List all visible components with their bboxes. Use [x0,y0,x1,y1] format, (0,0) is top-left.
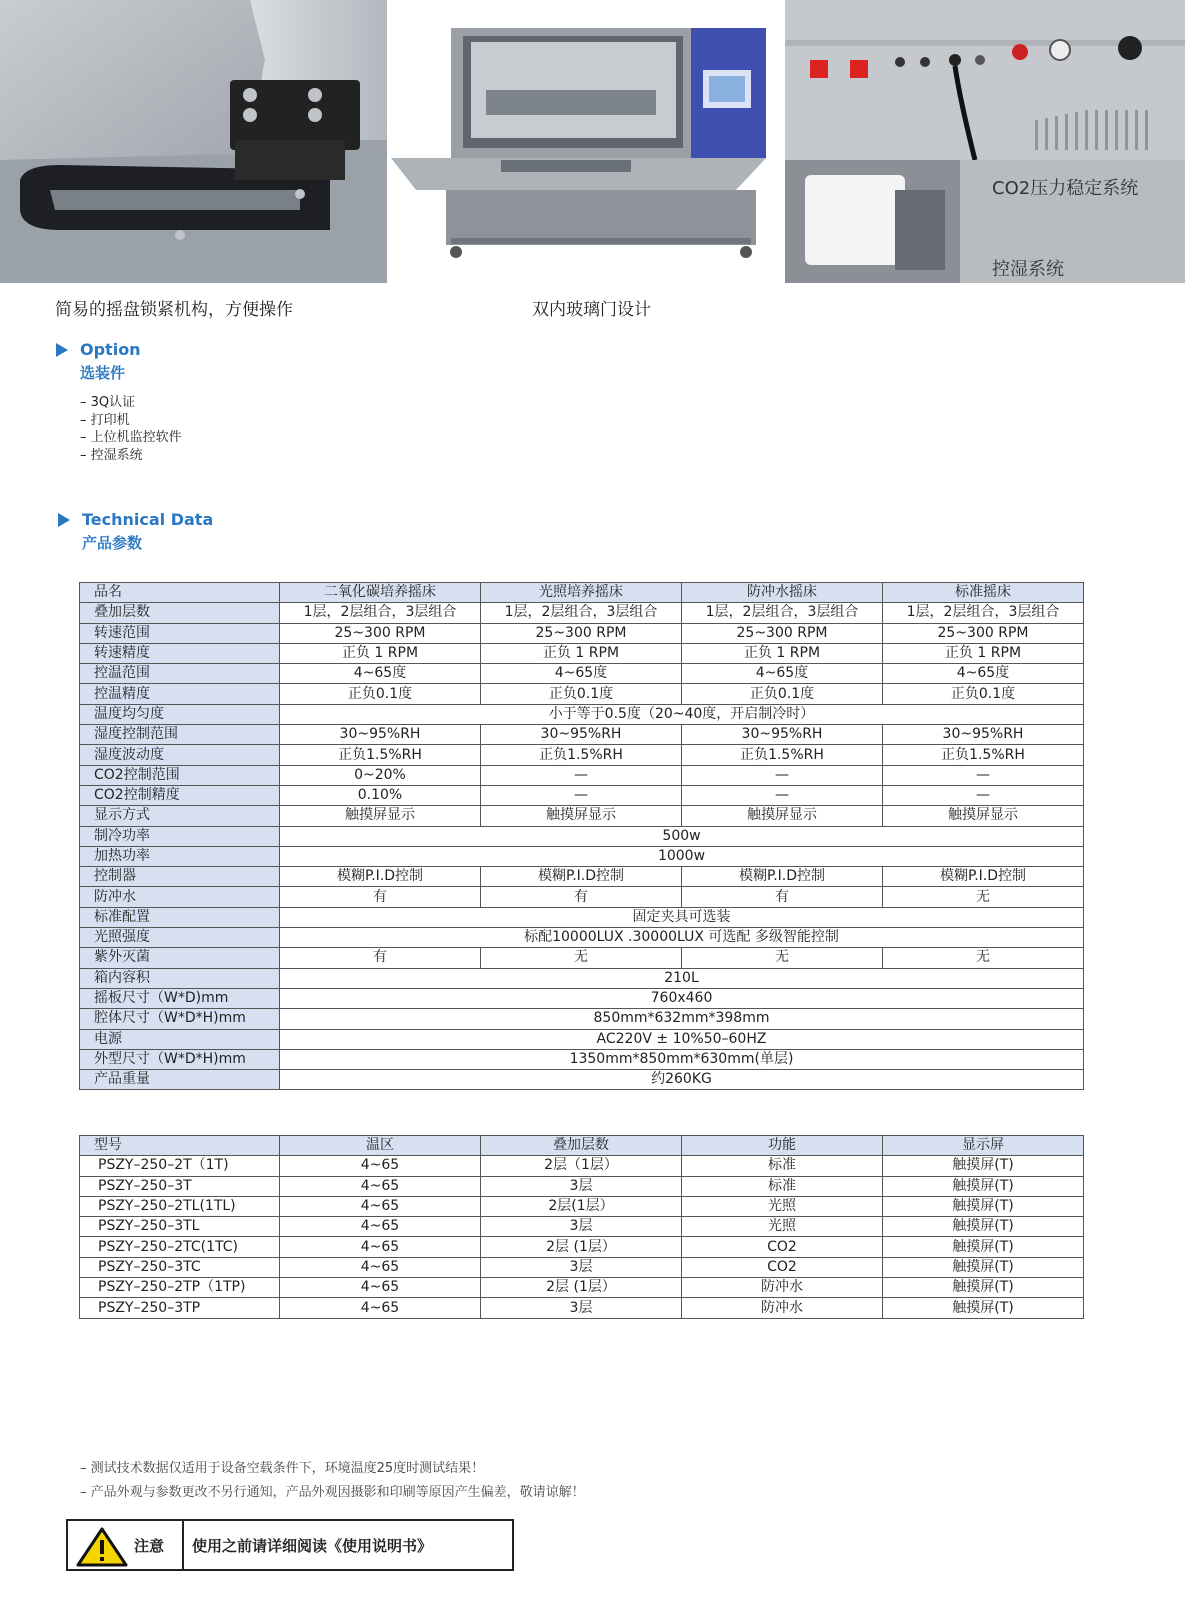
co2-pressure-label: CO2压力稳定系统 [992,178,1139,199]
caption-glass-door: 双内玻璃门设计 [532,300,651,320]
spec-table [79,582,1084,1090]
spec-row-label: 产品重量 [80,1070,280,1090]
spec-cell: 25~300 RPM [883,623,1084,643]
spec-row-label: 温度均匀度 [80,704,280,724]
spec-cell: 30~95%RH [883,725,1084,745]
spec-row-label: 转速范围 [80,623,280,643]
spec-cell: 4~65度 [481,664,682,684]
caption-lock-mechanism: 简易的摇盘锁紧机构，方便操作 [55,300,293,320]
spec-cell: 0~20% [280,765,481,785]
spec-cell: 模糊P.I.D控制 [883,867,1084,887]
spec-header-label: 品名 [80,583,280,603]
spec-cell: — [682,785,883,805]
spec-row-label: 转速精度 [80,643,280,663]
spec-row-label: 紫外灭菌 [80,948,280,968]
spec-row [80,907,1084,927]
spec-cell-merged: AC220V ± 10%50–60HZ [280,1029,1084,1049]
model-name-cell: PSZY–250–2TL(1TL) [80,1196,280,1216]
spec-row [80,643,1084,663]
model-cell: 3层 [481,1298,682,1318]
model-name-cell: PSZY–250–2T（1T) [80,1156,280,1176]
spec-cell-merged: 850mm*632mm*398mm [280,1009,1084,1029]
spec-row-label: CO2控制精度 [80,785,280,805]
spec-row [80,1029,1084,1049]
photo-shaker-glass-door [391,0,781,283]
spec-cell: 无 [883,948,1084,968]
model-cell: 4~65 [280,1196,481,1216]
spec-cell: 正负 1 RPM [481,643,682,663]
model-cell: 光照 [682,1217,883,1237]
model-header-cell: 显示屏 [883,1136,1084,1156]
spec-header-cell: 防冲水摇床 [682,583,883,603]
model-cell: 3层 [481,1257,682,1277]
spec-row-label: 控制器 [80,867,280,887]
spec-cell: — [682,765,883,785]
spec-cell: 有 [280,948,481,968]
note-appearance-change: – 产品外观与参数更改不另行通知，产品外观因摄影和印刷等原因产生偏差，敬请谅解！ [80,1485,585,1500]
model-cell: 触摸屏(T) [883,1217,1084,1237]
model-name-cell: PSZY–250–3TL [80,1217,280,1237]
spec-row [80,1070,1084,1090]
spec-cell: 30~95%RH [280,725,481,745]
spec-row [80,664,1084,684]
model-cell: 2层 (1层） [481,1278,682,1298]
spec-cell: 有 [682,887,883,907]
model-name-cell: PSZY–250–3TP [80,1298,280,1318]
technical-heading [58,510,278,554]
spec-cell: 正负 1 RPM [280,643,481,663]
warning-label: 注意 [134,1537,165,1555]
spec-cell: 模糊P.I.D控制 [682,867,883,887]
option-item: – 3Q认证 [80,395,136,410]
spec-row-label: 防冲水 [80,887,280,907]
technical-title-zh: 产品参数 [82,534,143,552]
spec-row-label: 湿度控制范围 [80,725,280,745]
model-name-cell: PSZY–250–3T [80,1176,280,1196]
spec-cell: 4~65度 [280,664,481,684]
spec-cell: 正负0.1度 [682,684,883,704]
spec-row [80,725,1084,745]
spec-cell: 触摸屏显示 [481,806,682,826]
spec-row [80,988,1084,1008]
model-cell: 触摸屏(T) [883,1278,1084,1298]
model-cell: 触摸屏(T) [883,1298,1084,1318]
spec-cell: 正负1.5%RH [280,745,481,765]
spec-cell: 25~300 RPM [481,623,682,643]
spec-cell-merged: 1350mm*850mm*630mm(单层) [280,1049,1084,1069]
spec-row-label: 箱内容积 [80,968,280,988]
spec-cell: 无 [481,948,682,968]
spec-cell-merged: 约260KG [280,1070,1084,1090]
triangle-bullet-icon [56,343,68,357]
spec-row-label: 腔体尺寸（W*D*H)mm [80,1009,280,1029]
triangle-bullet-icon [58,513,70,527]
spec-row [80,603,1084,623]
model-cell: 触摸屏(T) [883,1156,1084,1176]
spec-row-label: 制冷功率 [80,826,280,846]
spec-cell: 正负0.1度 [280,684,481,704]
spec-row [80,968,1084,988]
model-cell: 触摸屏(T) [883,1176,1084,1196]
model-cell: 4~65 [280,1237,481,1257]
spec-cell: 正负1.5%RH [883,745,1084,765]
model-row [80,1196,1084,1216]
spec-cell-merged: 标配10000LUX .30000LUX 可选配 多级智能控制 [280,928,1084,948]
spec-cell: — [883,765,1084,785]
spec-cell-merged: 760x460 [280,988,1084,1008]
model-header-row [80,1136,1084,1156]
spec-row [80,785,1084,805]
spec-cell: 模糊P.I.D控制 [481,867,682,887]
spec-cell: — [481,765,682,785]
model-cell: 4~65 [280,1156,481,1176]
spec-row-label: 光照强度 [80,928,280,948]
spec-cell-merged: 小于等于0.5度（20~40度，开启制冷时） [280,704,1084,724]
model-row [80,1278,1084,1298]
model-cell: 4~65 [280,1278,481,1298]
spec-row [80,826,1084,846]
spec-cell: 模糊P.I.D控制 [280,867,481,887]
spec-row-label: 外型尺寸（W*D*H)mm [80,1049,280,1069]
spec-cell: 1层，2层组合，3层组合 [481,603,682,623]
spec-row [80,867,1084,887]
model-name-cell: PSZY–250–2TP（1TP) [80,1278,280,1298]
model-cell: 4~65 [280,1257,481,1277]
model-cell: CO2 [682,1237,883,1257]
option-item: – 上位机监控软件 [80,430,182,445]
note-test-conditions: – 测试技术数据仅适用于设备空载条件下，环境温度25度时测试结果！ [80,1461,485,1476]
spec-cell: 无 [883,887,1084,907]
technical-title-en: Technical Data [82,510,214,529]
spec-cell: 25~300 RPM [682,623,883,643]
model-cell: 触摸屏(T) [883,1257,1084,1277]
model-cell: 触摸屏(T) [883,1237,1084,1257]
model-cell: 4~65 [280,1217,481,1237]
spec-row [80,745,1084,765]
warning-divider [182,1521,184,1569]
model-cell: 3层 [481,1176,682,1196]
spec-cell-merged: 固定夹具可选装 [280,907,1084,927]
option-title-zh: 选装件 [80,364,126,382]
model-row [80,1217,1084,1237]
spec-cell-merged: 1000w [280,846,1084,866]
spec-row [80,1049,1084,1069]
spec-row [80,1009,1084,1029]
spec-cell: 正负1.5%RH [481,745,682,765]
model-header-cell: 叠加层数 [481,1136,682,1156]
spec-cell: 触摸屏显示 [280,806,481,826]
model-row [80,1176,1084,1196]
spec-cell: 正负 1 RPM [883,643,1084,663]
model-cell: 2层(1层） [481,1196,682,1216]
model-table [79,1135,1084,1319]
spec-cell: 触摸屏显示 [682,806,883,826]
spec-cell: 正负 1 RPM [682,643,883,663]
model-cell: 光照 [682,1196,883,1216]
spec-row [80,704,1084,724]
spec-cell: 0.10% [280,785,481,805]
spec-row-label: CO2控制范围 [80,765,280,785]
model-row [80,1156,1084,1176]
spec-cell-merged: 500w [280,826,1084,846]
model-cell: 触摸屏(T) [883,1196,1084,1216]
spec-row-label: 标准配置 [80,907,280,927]
model-cell: 标准 [682,1156,883,1176]
spec-cell: 4~65度 [682,664,883,684]
spec-row-label: 显示方式 [80,806,280,826]
model-cell: 3层 [481,1217,682,1237]
model-cell: 标准 [682,1176,883,1196]
spec-row-label: 摇板尺寸（W*D)mm [80,988,280,1008]
spec-cell: 30~95%RH [481,725,682,745]
model-row [80,1298,1084,1318]
spec-row [80,623,1084,643]
model-cell: 防冲水 [682,1298,883,1318]
spec-cell: 正负0.1度 [481,684,682,704]
model-cell: 2层（1层） [481,1156,682,1176]
model-header-cell: 型号 [80,1136,280,1156]
spec-row [80,684,1084,704]
spec-cell: 无 [682,948,883,968]
spec-row-label: 控温范围 [80,664,280,684]
model-row [80,1237,1084,1257]
spec-row [80,887,1084,907]
spec-cell: 4~65度 [883,664,1084,684]
option-list [80,394,182,464]
model-header-cell: 功能 [682,1136,883,1156]
spec-cell: 25~300 RPM [280,623,481,643]
spec-header-row [80,583,1084,603]
spec-cell: 1层，2层组合，3层组合 [682,603,883,623]
spec-cell: 正负1.5%RH [682,745,883,765]
spec-header-cell: 标准摇床 [883,583,1084,603]
spec-row-label: 加热功率 [80,846,280,866]
spec-row [80,765,1084,785]
spec-row-label: 湿度波动度 [80,745,280,765]
spec-cell: 1层，2层组合，3层组合 [280,603,481,623]
model-cell: CO2 [682,1257,883,1277]
model-cell: 4~65 [280,1298,481,1318]
spec-cell: 30~95%RH [682,725,883,745]
spec-cell: — [481,785,682,805]
spec-cell: — [883,785,1084,805]
option-title-en: Option [80,340,141,359]
option-heading [56,340,256,384]
spec-cell: 有 [481,887,682,907]
photo-co2-humidity-system [785,0,1185,283]
spec-row [80,948,1084,968]
spec-cell: 有 [280,887,481,907]
option-item: – 控湿系统 [80,447,143,463]
humidity-control-label: 控湿系统 [992,259,1064,280]
spec-row [80,806,1084,826]
spec-row-label: 控温精度 [80,684,280,704]
model-name-cell: PSZY–250–3TC [80,1257,280,1277]
model-cell: 4~65 [280,1176,481,1196]
spec-header-cell: 二氧化碳培养摇床 [280,583,481,603]
spec-row-label: 叠加层数 [80,603,280,623]
model-cell: 防冲水 [682,1278,883,1298]
spec-row [80,928,1084,948]
spec-cell: 正负0.1度 [883,684,1084,704]
warning-box [66,1519,514,1571]
spec-cell-merged: 210L [280,968,1084,988]
model-name-cell: PSZY–250–2TC(1TC) [80,1237,280,1257]
warning-icon [76,1527,128,1567]
spec-row [80,846,1084,866]
photo-lock-mechanism [0,0,387,283]
spec-row-label: 电源 [80,1029,280,1049]
model-cell: 2层 (1层） [481,1237,682,1257]
spec-cell: 1层，2层组合，3层组合 [883,603,1084,623]
model-row [80,1257,1084,1277]
warning-message: 使用之前请详细阅读《使用说明书》 [192,1537,433,1555]
spec-header-cell: 光照培养摇床 [481,583,682,603]
spec-cell: 触摸屏显示 [883,806,1084,826]
option-item: – 打印机 [80,412,130,428]
model-header-cell: 温区 [280,1136,481,1156]
